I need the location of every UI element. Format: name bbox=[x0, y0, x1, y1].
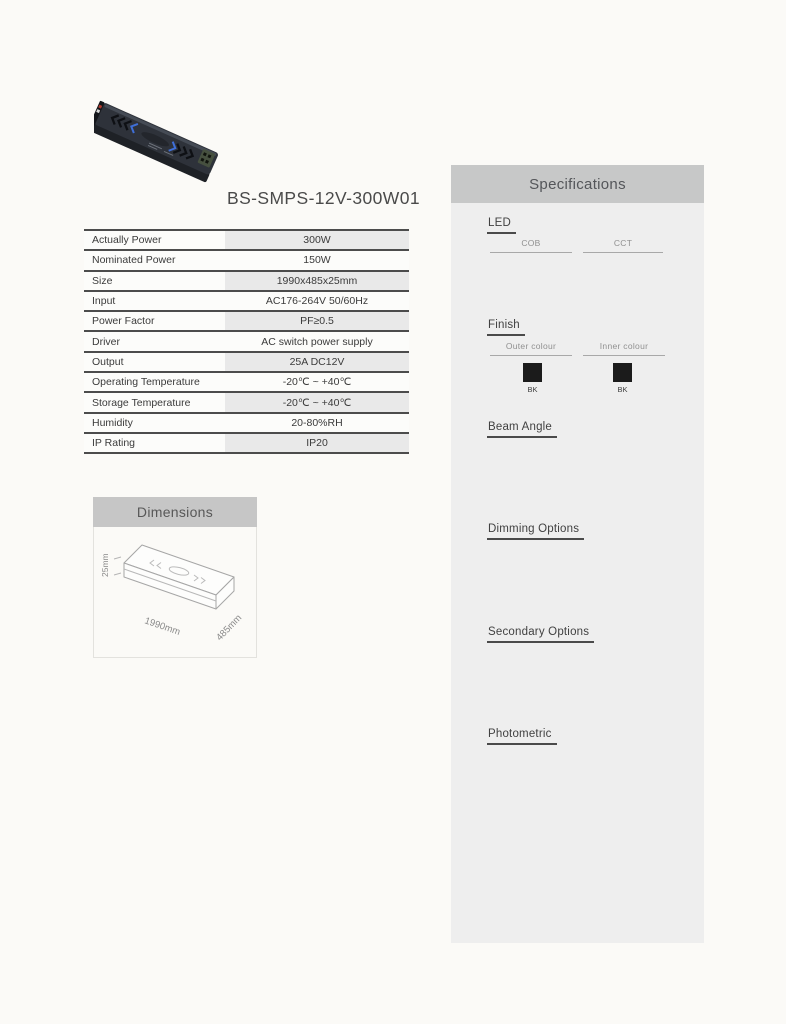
spec-value: IP20 bbox=[225, 434, 409, 452]
finish-column-outer: Outer colour bbox=[490, 341, 572, 356]
dimension-height-label: 25mm bbox=[100, 553, 110, 577]
section-title-finish: Finish bbox=[487, 319, 525, 336]
spec-value: AC176-264V 50/60Hz bbox=[265, 295, 369, 308]
finish-swatch-inner bbox=[613, 363, 632, 382]
specifications-panel bbox=[451, 165, 704, 943]
spec-label: Power Factor bbox=[92, 315, 155, 328]
spec-value: AC switch power supply bbox=[261, 335, 373, 348]
table-row bbox=[84, 434, 409, 454]
spec-value: 1990x485x25mm bbox=[225, 272, 409, 290]
table-row bbox=[84, 353, 409, 373]
section-title-led: LED bbox=[487, 217, 516, 234]
dimension-length-label: 1990mm bbox=[143, 615, 182, 638]
dimension-width-label: 485mm bbox=[214, 612, 245, 644]
dimensions-diagram-icon bbox=[94, 527, 256, 656]
led-option-cob: COB bbox=[490, 238, 572, 253]
spec-label: Output bbox=[92, 355, 124, 368]
table-row bbox=[84, 251, 409, 271]
finish-swatch-code-inner: BK bbox=[617, 385, 628, 394]
dimensions-box bbox=[93, 497, 257, 658]
section-title-secondary-options: Secondary Options bbox=[487, 626, 594, 643]
table-row bbox=[84, 414, 409, 434]
spec-value: PF≥0.5 bbox=[225, 312, 409, 330]
section-title-photometric: Photometric bbox=[487, 728, 557, 745]
table-row bbox=[84, 332, 409, 352]
led-option-cct: CCT bbox=[583, 238, 663, 253]
section-title-beam-angle: Beam Angle bbox=[487, 421, 557, 438]
spec-value: -20℃ ~ +40℃ bbox=[282, 376, 352, 389]
product-photo bbox=[94, 96, 236, 186]
table-row bbox=[84, 231, 409, 251]
finish-column-inner: Inner colour bbox=[583, 341, 665, 356]
table-row bbox=[84, 272, 409, 292]
section-title-dimming-options: Dimming Options bbox=[487, 523, 584, 540]
table-row bbox=[84, 373, 409, 393]
spec-value: 150W bbox=[303, 254, 331, 267]
spec-value: -20℃ ~ +40℃ bbox=[225, 393, 409, 411]
spec-table bbox=[84, 229, 409, 454]
page-title: BS-SMPS-12V-300W01 bbox=[227, 188, 420, 208]
spec-value: 300W bbox=[225, 231, 409, 249]
table-row bbox=[84, 393, 409, 413]
spec-label: Storage Temperature bbox=[92, 396, 191, 409]
spec-label: Driver bbox=[92, 335, 120, 348]
spec-label: Operating Temperature bbox=[92, 376, 200, 389]
spec-label: Humidity bbox=[92, 416, 133, 429]
spec-label: Actually Power bbox=[92, 234, 162, 247]
spec-label: Input bbox=[92, 295, 116, 308]
table-row bbox=[84, 312, 409, 332]
spec-value: 20-80%RH bbox=[291, 416, 343, 429]
spec-label: Nominated Power bbox=[92, 254, 176, 267]
dimensions-drawing bbox=[93, 527, 257, 658]
finish-swatch-code-outer: BK bbox=[527, 385, 538, 394]
table-row bbox=[84, 292, 409, 312]
spec-label: IP Rating bbox=[92, 437, 135, 450]
finish-swatch-outer bbox=[523, 363, 542, 382]
spec-label: Size bbox=[92, 274, 113, 287]
specifications-header: Specifications bbox=[451, 165, 704, 203]
dimensions-header: Dimensions bbox=[93, 497, 257, 527]
spec-value: 25A DC12V bbox=[225, 353, 409, 371]
